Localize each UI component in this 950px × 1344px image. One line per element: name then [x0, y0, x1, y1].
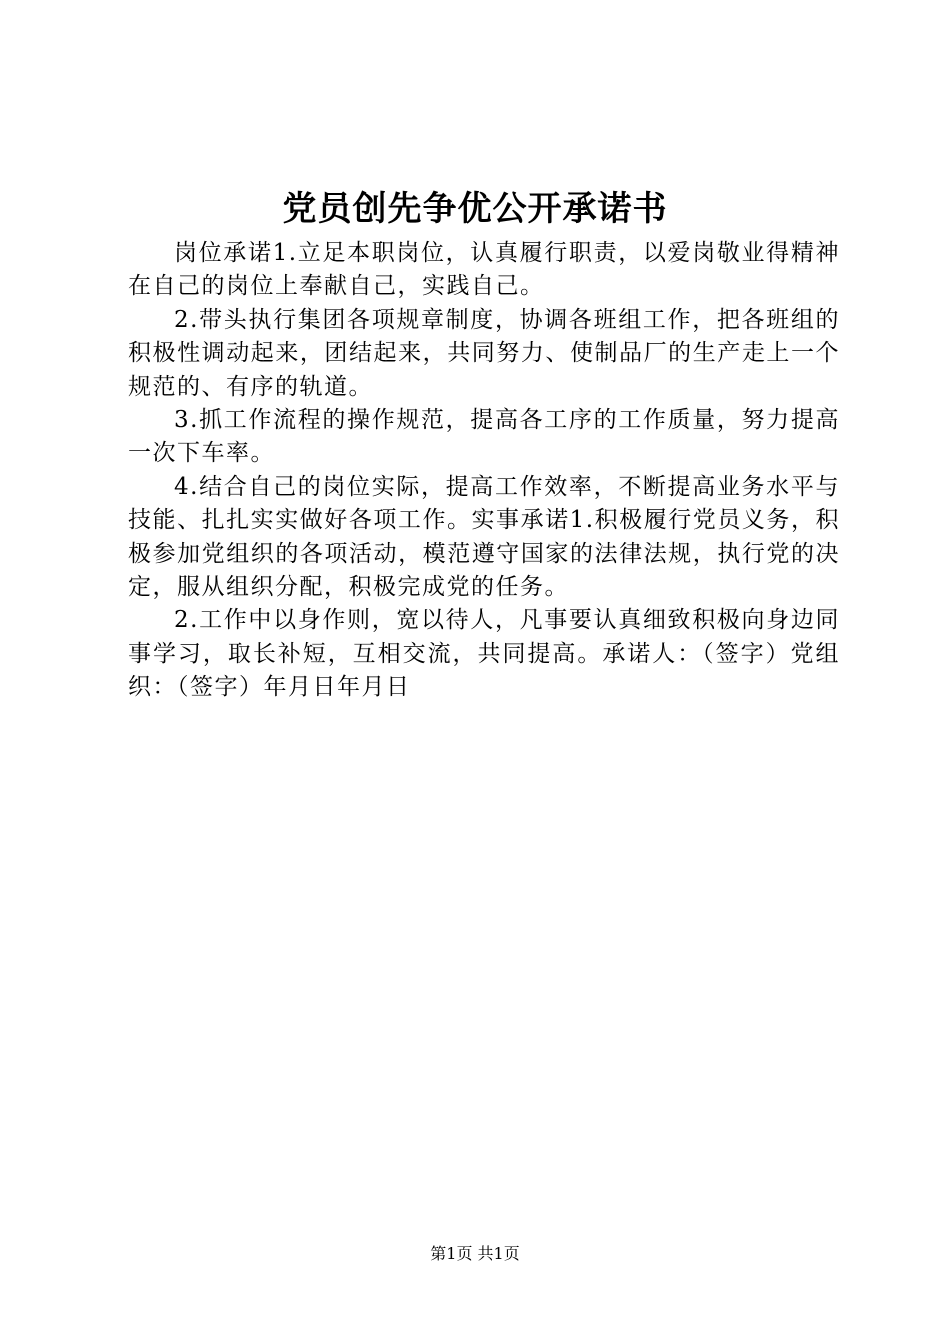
paragraph-1: 岗位承诺1.立足本职岗位，认真履行职责，以爱岗敬业得精神在自己的岗位上奉献自己，实践自己。 [128, 240, 840, 300]
page-footer: 第1页 共1页 [430, 1244, 520, 1263]
document-title: 党员创先争优公开承诺书 [282, 189, 668, 229]
document-body [128, 237, 840, 705]
paragraph-4: 4.结合自己的岗位实际，提高工作效率，不断提高业务水平与技能、扎扎实实做好各项工作。实事承诺1.积极履行党员义务，积极参加党组织的各项活动，模范遵守国家的法律法规，执行党的决定，服从组织分配，积极完成党的任务。 [128, 473, 840, 601]
paragraph-3: 3.抓工作流程的操作规范，提高各工序的工作质量，努力提高一次下车率。 [128, 407, 840, 467]
paragraph-2: 2.带头执行集团各项规章制度，协调各班组工作，把各班组的积极性调动起来，团结起来，共同努力、使制品厂的生产走上一个规范的、有序的轨道。 [128, 306, 840, 400]
paragraph-5: 2.工作中以身作则，宽以待人，凡事要认真细致积极向身边同事学习，取长补短，互相交流，共同提高。承诺人：（签字）党组织：（签字）年月日年月日 [128, 607, 840, 701]
